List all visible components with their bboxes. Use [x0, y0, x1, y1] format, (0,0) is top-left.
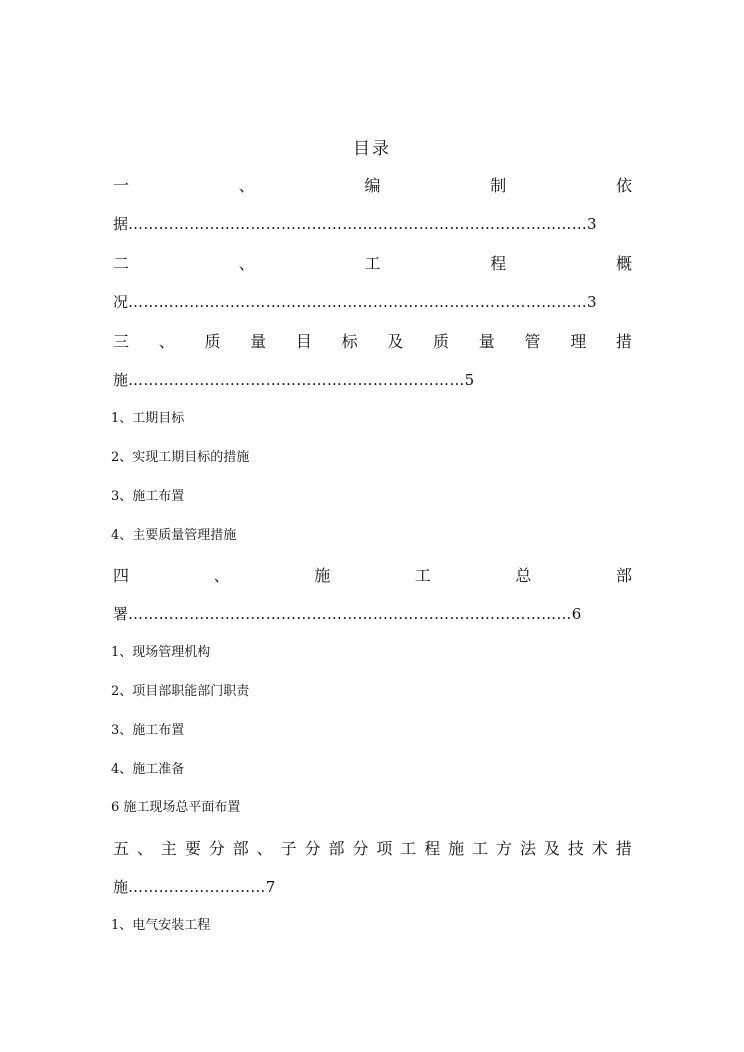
toc-subitem: 2、实现工期目标的措施 — [111, 450, 250, 465]
heading-char: 方 — [496, 839, 513, 858]
toc-heading-3 — [113, 330, 632, 354]
heading-char: 、 — [256, 839, 273, 858]
toc-subitem: 2、项目部职能部门职责 — [111, 684, 250, 699]
heading-char: 、 — [238, 176, 255, 195]
toc-subitem: 6 施工现场总平面布置 — [111, 800, 241, 815]
toc-subitem: 4、施工准备 — [111, 762, 185, 777]
heading-char: 法 — [519, 839, 536, 858]
heading-char: 总 — [515, 566, 532, 585]
heading-char: 项 — [376, 839, 393, 858]
heading-char: 五 — [113, 839, 130, 858]
toc-heading-5 — [113, 837, 632, 861]
heading-char: 及 — [543, 839, 560, 858]
heading-char: 、 — [158, 332, 175, 351]
heading-char: 子 — [280, 839, 297, 858]
heading-char: 编 — [364, 176, 381, 195]
toc-cont-2: 况………………………………………………………………………………3 — [113, 293, 597, 311]
heading-char: 分 — [304, 839, 321, 858]
toc-subitem: 1、电气安装工程 — [111, 918, 211, 933]
heading-char: 措 — [615, 332, 632, 351]
heading-char: 工 — [472, 839, 489, 858]
toc-heading-2 — [113, 252, 632, 276]
heading-char: 二 — [113, 254, 130, 273]
heading-char: 技 — [567, 839, 584, 858]
heading-char: 理 — [570, 332, 587, 351]
toc-subitem: 1、现场管理机构 — [111, 645, 211, 660]
heading-char: 量 — [250, 332, 267, 351]
heading-char: 工 — [400, 839, 417, 858]
toc-cont-3: 施…………………………………………………………5 — [113, 371, 475, 389]
page-number: 6 — [571, 605, 582, 623]
heading-char: 主 — [160, 839, 177, 858]
toc-cont-1: 据………………………………………………………………………………3 — [113, 215, 597, 233]
heading-char: 依 — [615, 176, 632, 195]
heading-char: 及 — [387, 332, 404, 351]
heading-char: 一 — [113, 176, 130, 195]
toc-cont-5: 施………………………7 — [113, 878, 276, 896]
heading-char: 施 — [448, 839, 465, 858]
heading-char: 部 — [232, 839, 249, 858]
toc-title: 目录 — [353, 139, 391, 159]
heading-char: 部 — [615, 566, 632, 585]
heading-char: 工 — [364, 254, 381, 273]
toc-subitem: 1、工期目标 — [111, 411, 185, 426]
heading-char: 部 — [328, 839, 345, 858]
toc-subitem: 3、施工布置 — [111, 723, 185, 738]
heading-char: 质 — [433, 332, 450, 351]
heading-char: 、 — [136, 839, 153, 858]
toc-subitem: 3、施工布置 — [111, 489, 185, 504]
page-number: 7 — [265, 878, 276, 896]
heading-char: 制 — [490, 176, 507, 195]
heading-char: 术 — [591, 839, 608, 858]
heading-char: 概 — [615, 254, 632, 273]
page-number: 3 — [587, 215, 597, 233]
heading-char: 量 — [478, 332, 495, 351]
heading-char: 三 — [113, 332, 130, 351]
heading-char: 程 — [490, 254, 507, 273]
heading-char: 分 — [352, 839, 369, 858]
heading-char: 管 — [524, 332, 541, 351]
page-number: 5 — [464, 371, 475, 389]
toc-heading-1 — [113, 174, 632, 198]
heading-char: 程 — [424, 839, 441, 858]
heading-char: 目 — [295, 332, 312, 351]
heading-char: 四 — [113, 566, 130, 585]
heading-char: 标 — [341, 332, 358, 351]
page-number: 3 — [587, 293, 597, 311]
heading-char: 要 — [184, 839, 201, 858]
toc-cont-4: 署……………………………………………………………………………6 — [113, 605, 582, 623]
heading-char: 分 — [208, 839, 225, 858]
heading-char: 、 — [213, 566, 230, 585]
heading-char: 质 — [204, 332, 221, 351]
heading-char: 措 — [615, 839, 632, 858]
heading-char: 工 — [414, 566, 431, 585]
heading-char: 施 — [314, 566, 331, 585]
toc-heading-4 — [113, 564, 632, 588]
heading-char: 、 — [238, 254, 255, 273]
toc-subitem: 4、主要质量管理措施 — [111, 528, 237, 543]
